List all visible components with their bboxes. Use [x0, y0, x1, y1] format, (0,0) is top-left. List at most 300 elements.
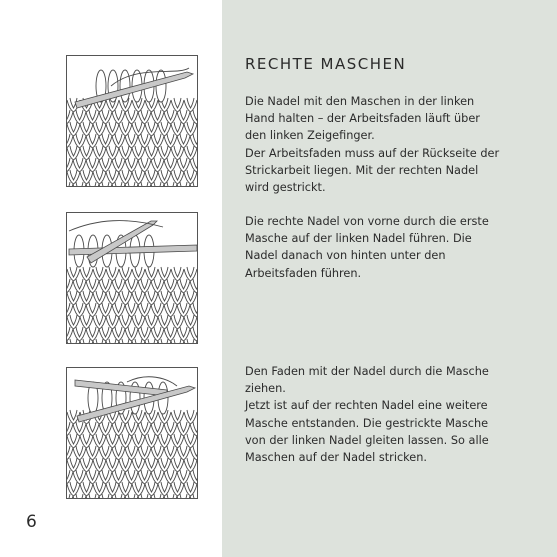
knit-stitch [154, 110, 161, 120]
knit-stitch [70, 315, 77, 325]
knit-stitch [148, 291, 155, 301]
knit-stitch [70, 482, 77, 492]
knit-stitch [187, 291, 194, 301]
knit-stitch [158, 124, 171, 136]
knit-stitch [161, 315, 168, 325]
knit-stitch [167, 470, 174, 480]
knit-stitch [76, 470, 83, 480]
knit-stitch [112, 281, 125, 293]
knit-stitch [177, 496, 190, 498]
knit-stitch [138, 281, 151, 293]
knit-stitch [115, 494, 122, 498]
knit-stitch [86, 496, 99, 498]
knit-stitch [180, 279, 187, 289]
knit-stitch [96, 315, 103, 325]
knit-stitch [80, 436, 93, 448]
knit-stitch [83, 122, 90, 132]
knit-stitch [141, 327, 148, 337]
knit-stitch [132, 484, 145, 496]
knit-stitch [184, 341, 197, 343]
knit-stitch [96, 458, 103, 468]
knit-stitch [187, 170, 194, 180]
knit-stitch [122, 122, 129, 132]
knit-stitch [161, 482, 168, 492]
knit-stitch [193, 327, 197, 337]
knit-stitch [67, 470, 70, 480]
knit-stitch [161, 291, 168, 301]
knit-stitch [174, 482, 181, 492]
knitting-step-3-illustration [66, 367, 198, 499]
knit-stitch [141, 110, 148, 120]
knit-stitch [99, 136, 112, 148]
knit-stitch [122, 291, 129, 301]
knit-stitch [135, 458, 142, 468]
knit-stitch [161, 339, 168, 343]
knit-stitch [148, 170, 155, 180]
knit-stitch [80, 317, 93, 329]
knit-stitch [187, 315, 194, 325]
knit-stitch [96, 267, 103, 277]
knit-stitch [193, 470, 197, 480]
knit-stitch [112, 472, 125, 484]
knit-stitch [76, 327, 83, 337]
knit-stitch [115, 182, 122, 186]
knit-stitch [128, 422, 135, 432]
knit-stitch [177, 305, 190, 317]
knit-stitch [128, 303, 135, 313]
knit-stitch [89, 182, 96, 186]
knit-stitch [86, 448, 99, 460]
knit-stitch [132, 436, 145, 448]
knit-stitch [193, 422, 197, 432]
knit-stitch [187, 98, 194, 108]
knit-stitch [70, 267, 77, 277]
knit-stitch [138, 305, 151, 317]
knit-stitch [119, 148, 132, 160]
knit-stitch [102, 422, 109, 432]
knit-stitch [177, 472, 190, 484]
knit-stitch [135, 315, 142, 325]
knit-stitch [93, 172, 106, 184]
knit-stitch [102, 303, 109, 313]
knit-stitch [177, 424, 190, 436]
page-number: 6 [26, 512, 37, 532]
knit-stitch [93, 293, 106, 305]
knit-stitch [67, 124, 80, 136]
knit-stitch [151, 329, 164, 341]
knit-stitch [67, 327, 70, 337]
knit-stitch [89, 422, 96, 432]
knit-stitch [141, 182, 148, 186]
knit-stitch [174, 98, 181, 108]
knit-stitch [112, 184, 125, 186]
knit-stitch [99, 424, 112, 436]
knit-stitch [112, 448, 125, 460]
knit-stitch [112, 329, 125, 341]
knit-stitch [99, 472, 112, 484]
knit-stitch [151, 472, 164, 484]
knit-stitch [132, 148, 145, 160]
knit-stitch [76, 279, 83, 289]
knit-stitch [128, 470, 135, 480]
knit-stitch [83, 267, 90, 277]
knit-stitch [145, 148, 158, 160]
knit-stitch [73, 160, 86, 172]
knit-stitch [161, 170, 168, 180]
knit-stitch [132, 317, 145, 329]
knit-stitch [125, 329, 138, 341]
knit-stitch [158, 317, 171, 329]
knit-stitch [122, 458, 129, 468]
knit-stitch [180, 327, 187, 337]
knit-stitch [184, 269, 197, 281]
knit-stitch [86, 424, 99, 436]
knit-stitch [96, 482, 103, 492]
knit-stitch [174, 267, 181, 277]
knit-stitch [73, 305, 86, 317]
step-3-line: Masche entstanden. Die gestrickte Masche [245, 416, 489, 430]
knit-stitch [119, 436, 132, 448]
knit-stitch [145, 412, 158, 424]
knit-stitch [148, 315, 155, 325]
knit-stitch [102, 446, 109, 456]
step-1-line: Hand halten – der Arbeitsfaden läuft über [245, 112, 480, 126]
knit-stitch [193, 110, 197, 120]
knit-stitch [193, 279, 197, 289]
knit-stitch [125, 424, 138, 436]
step-3-line: Maschen auf der Nadel stricken. [245, 451, 428, 465]
knit-stitch [158, 460, 171, 472]
knit-stitch [106, 269, 119, 281]
knit-stitch [106, 460, 119, 472]
knit-stitch [193, 134, 197, 144]
knit-fabric-1-icon [67, 56, 197, 186]
knit-stitch [67, 148, 80, 160]
knit-stitch [164, 448, 177, 460]
knit-stitch [96, 434, 103, 444]
knit-stitch [73, 472, 86, 484]
knit-stitch [115, 134, 122, 144]
knit-stitch [67, 172, 80, 184]
knit-stitch [161, 434, 168, 444]
knit-stitch [164, 160, 177, 172]
knit-stitch [171, 293, 184, 305]
knit-stitch [167, 182, 174, 186]
knit-stitch [151, 281, 164, 293]
knit-stitch [70, 170, 77, 180]
knit-stitch [83, 458, 90, 468]
knit-stitch [115, 303, 122, 313]
knit-stitch [109, 122, 116, 132]
knit-stitch [125, 136, 138, 148]
knit-stitch [125, 472, 138, 484]
knit-stitch [67, 134, 70, 144]
step-1-line: Der Arbeitsfaden muss auf der Rückseite der [245, 146, 500, 160]
knit-stitch [184, 436, 197, 448]
knit-stitch [67, 184, 73, 186]
knit-stitch [174, 458, 181, 468]
knit-stitch [174, 146, 181, 156]
knit-stitch [76, 182, 83, 186]
knit-stitch [115, 279, 122, 289]
knit-stitch [67, 446, 70, 456]
knit-stitch [122, 339, 129, 343]
knit-stitch [154, 182, 161, 186]
knit-stitch [187, 122, 194, 132]
knit-stitch [76, 158, 83, 168]
knit-stitch [174, 291, 181, 301]
knit-stitch [171, 341, 184, 343]
knit-stitch [174, 339, 181, 343]
knit-stitch [171, 148, 184, 160]
knit-stitch [109, 434, 116, 444]
knit-stitch [96, 170, 103, 180]
knit-stitch [99, 448, 112, 460]
knit-stitch [151, 184, 164, 186]
knit-stitch [164, 136, 177, 148]
knit-stitch [83, 482, 90, 492]
knit-stitch [67, 484, 80, 496]
knit-stitch [158, 341, 171, 343]
knit-stitch [128, 158, 135, 168]
knit-stitch [67, 341, 80, 343]
knit-stitch [122, 146, 129, 156]
knit-stitch [193, 182, 197, 186]
knit-stitch [154, 422, 161, 432]
knit-stitch [171, 172, 184, 184]
knit-stitch [102, 470, 109, 480]
knit-stitch [184, 124, 197, 136]
knit-stitch [132, 269, 145, 281]
knit-stitch [67, 110, 70, 120]
knit-stitch [93, 148, 106, 160]
knit-stitch [96, 146, 103, 156]
knit-stitch [145, 436, 158, 448]
knit-stitch [187, 146, 194, 156]
knit-stitch [67, 422, 70, 432]
knit-stitch [76, 494, 83, 498]
knit-stitch [138, 472, 151, 484]
knit-stitch [106, 124, 119, 136]
knit-stitch [86, 160, 99, 172]
knit-stitch [177, 160, 190, 172]
knit-stitch [76, 303, 83, 313]
knit-stitch [171, 436, 184, 448]
knit-stitch [70, 410, 77, 420]
knit-stitch [93, 460, 106, 472]
knit-stitch [86, 329, 99, 341]
knit-stitch [164, 472, 177, 484]
knit-stitch [80, 293, 93, 305]
knit-stitch [128, 110, 135, 120]
knit-stitch [67, 460, 80, 472]
knit-stitch [187, 339, 194, 343]
knit-stitch [115, 327, 122, 337]
knit-stitch [80, 124, 93, 136]
knit-stitch [86, 184, 99, 186]
knit-stitch [135, 482, 142, 492]
knit-stitch [180, 182, 187, 186]
knit-stitch [86, 472, 99, 484]
knit-stitch [73, 136, 86, 148]
knit-stitch [135, 170, 142, 180]
knit-stitch [70, 339, 77, 343]
knit-stitch [128, 494, 135, 498]
step-2-text [245, 213, 545, 282]
knit-stitch [158, 172, 171, 184]
knit-stitch [164, 112, 177, 124]
knit-stitch [184, 460, 197, 472]
knit-stitch [99, 329, 112, 341]
knit-stitch [135, 291, 142, 301]
knit-stitch [174, 434, 181, 444]
knit-stitch [180, 470, 187, 480]
knit-stitch [171, 100, 184, 112]
knit-stitch [158, 269, 171, 281]
knit-stitch [148, 146, 155, 156]
knit-stitch [93, 269, 106, 281]
knit-stitch [115, 470, 122, 480]
knit-stitch [106, 317, 119, 329]
knit-stitch [132, 124, 145, 136]
knit-stitch [164, 496, 177, 498]
knit-stitch [171, 412, 184, 424]
knit-stitch [83, 339, 90, 343]
knit-stitch [106, 148, 119, 160]
knit-stitch [86, 136, 99, 148]
knit-stitch [86, 305, 99, 317]
knit-stitch [171, 460, 184, 472]
knit-stitch [70, 146, 77, 156]
knit-stitch [80, 269, 93, 281]
knit-stitch [80, 172, 93, 184]
knit-stitch [128, 182, 135, 186]
knit-stitch [138, 184, 151, 186]
knit-stitch [89, 470, 96, 480]
knit-stitch [73, 329, 86, 341]
knit-stitch [109, 146, 116, 156]
knit-stitch [109, 339, 116, 343]
knit-stitch [89, 158, 96, 168]
knit-stitch [102, 110, 109, 120]
knit-stitch [128, 446, 135, 456]
knit-stitch [193, 494, 197, 498]
knit-stitch [99, 281, 112, 293]
knit-stitch [145, 124, 158, 136]
knit-stitch [177, 136, 190, 148]
knit-stitch [67, 496, 73, 498]
knit-stitch [125, 112, 138, 124]
knit-stitch [73, 112, 86, 124]
step-1-line: Strickarbeit liegen. Mit der rechten Nadel [245, 163, 479, 177]
knit-stitch [154, 279, 161, 289]
knit-stitch [128, 134, 135, 144]
knit-stitch [145, 484, 158, 496]
knit-stitch [109, 315, 116, 325]
knit-stitch [70, 291, 77, 301]
knit-stitch [132, 341, 145, 343]
knit-stitch [89, 446, 96, 456]
knit-stitch [89, 134, 96, 144]
knit-stitch [151, 424, 164, 436]
knit-stitch [135, 146, 142, 156]
knit-stitch [171, 317, 184, 329]
knit-stitch [193, 303, 197, 313]
knit-stitch [164, 305, 177, 317]
knit-stitch [148, 267, 155, 277]
knit-stitch [67, 182, 70, 186]
step-3-line: Jetzt ist auf der rechten Nadel eine weitere [245, 399, 488, 413]
knit-stitch [187, 434, 194, 444]
knit-stitch [70, 458, 77, 468]
knit-stitch [158, 484, 171, 496]
knit-stitch [138, 112, 151, 124]
knit-stitch [83, 434, 90, 444]
knit-stitch [119, 317, 132, 329]
knit-stitch [148, 122, 155, 132]
knit-stitch [67, 279, 70, 289]
knit-stitch [167, 110, 174, 120]
knit-stitch [67, 494, 70, 498]
knit-stitch [67, 436, 80, 448]
knit-stitch [109, 458, 116, 468]
knit-stitch [93, 484, 106, 496]
knit-stitch [164, 184, 177, 186]
step-1-line: Die Nadel mit den Maschen in der linken [245, 95, 475, 108]
knit-stitch [187, 410, 194, 420]
knit-stitch [151, 305, 164, 317]
knit-stitch [135, 267, 142, 277]
knit-stitch [67, 158, 70, 168]
knit-stitch [119, 124, 132, 136]
knit-stitch [80, 148, 93, 160]
knit-stitch [154, 303, 161, 313]
knit-stitch [80, 460, 93, 472]
knit-stitch [154, 494, 161, 498]
knit-stitch [167, 134, 174, 144]
knit-stitch [83, 170, 90, 180]
knit-stitch [135, 434, 142, 444]
knit-stitch [145, 341, 158, 343]
knit-stitch [161, 267, 168, 277]
knit-stitch [106, 341, 119, 343]
knit-stitch [184, 148, 197, 160]
knit-stitch [151, 136, 164, 148]
knit-stitch [128, 279, 135, 289]
knit-stitch [184, 317, 197, 329]
knit-stitch [174, 410, 181, 420]
knit-stitch [70, 122, 77, 132]
knit-stitch [177, 448, 190, 460]
knit-stitch [93, 341, 106, 343]
knit-stitch [161, 146, 168, 156]
knit-stitch [132, 460, 145, 472]
knit-fabric-2-icon [67, 213, 197, 343]
knit-stitch [93, 124, 106, 136]
knit-stitch [138, 496, 151, 498]
step-2-line: Die rechte Nadel von vorne durch die erste [245, 215, 489, 228]
knit-stitch [125, 448, 138, 460]
knit-stitch [89, 327, 96, 337]
knit-stitch [122, 315, 129, 325]
step-3-text [245, 363, 545, 466]
knit-stitch [73, 184, 86, 186]
knit-stitch [187, 458, 194, 468]
knit-stitch [115, 110, 122, 120]
knit-stitch [145, 317, 158, 329]
knit-stitch [171, 484, 184, 496]
knit-stitch [112, 112, 125, 124]
